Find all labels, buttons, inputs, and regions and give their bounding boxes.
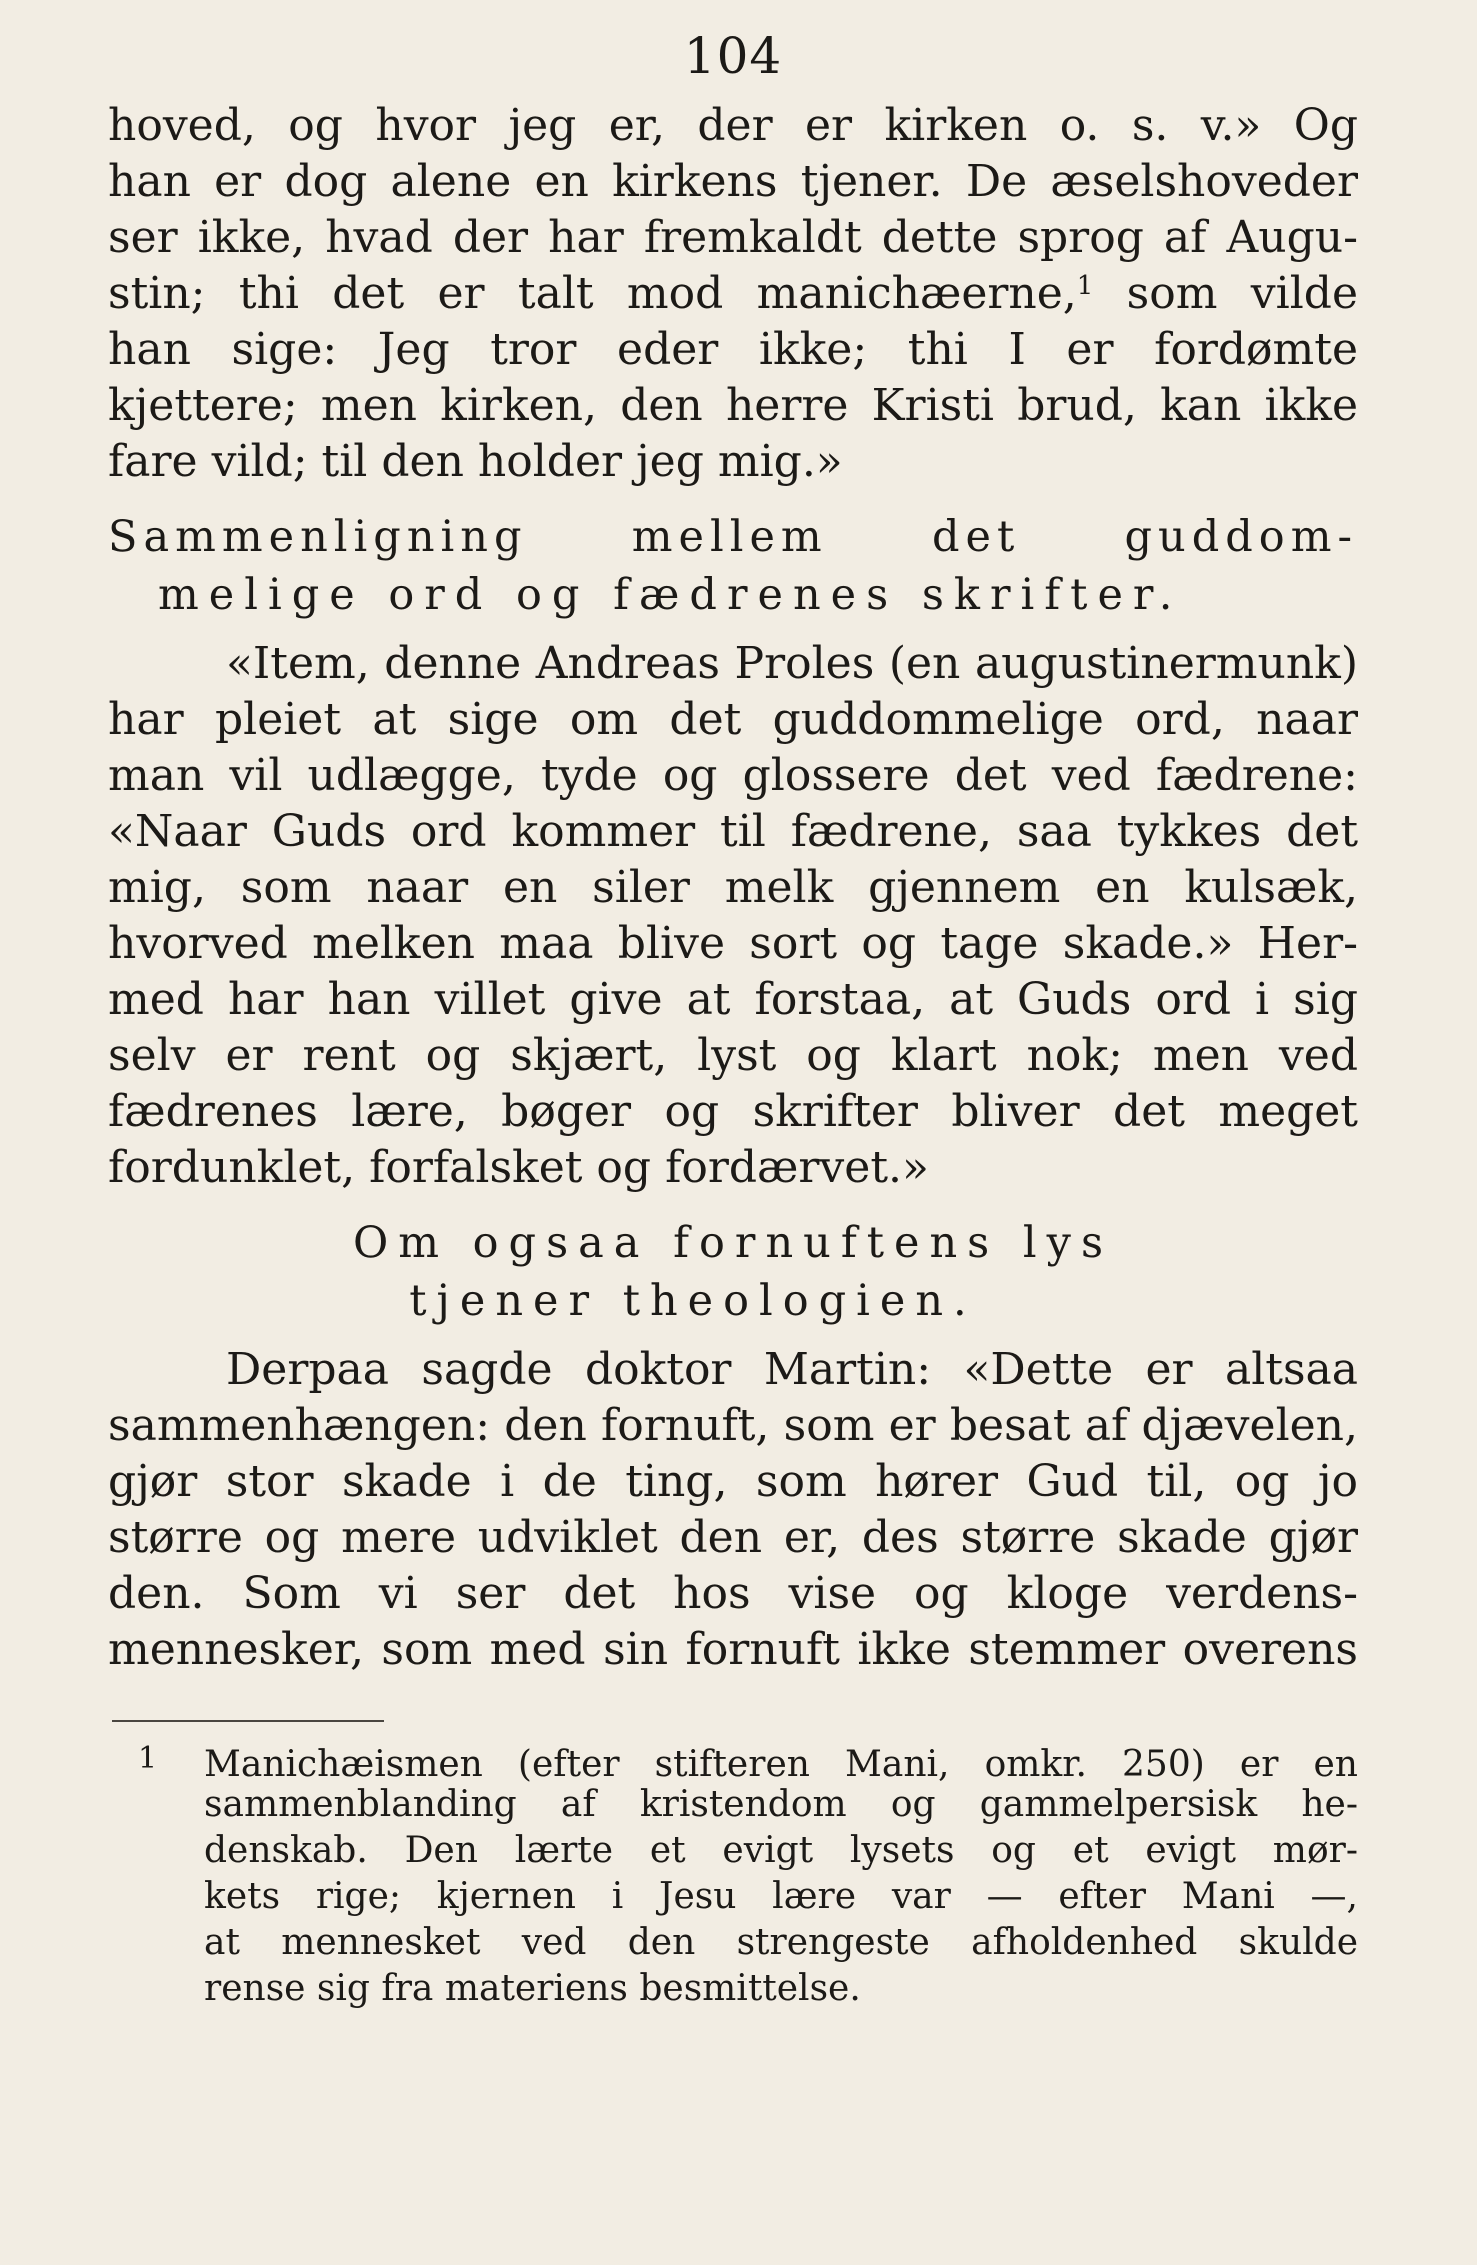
text-segment: stin; thi det er talt mod manichæerne, [108,268,1077,319]
paragraph-proles [108,636,1358,1196]
footnote-line: denskab. Den lærte et evigt lysets og et evigt mør- [204,1830,1358,1871]
footnote-line: sammenblanding af kristendom og gammelpersisk he- [204,1784,1358,1825]
heading-line: tjener theologien. [409,1276,977,1326]
text-line: han sige: Jeg tror eder ikke; thi I er fordømte [108,324,1358,375]
text-line: hvorved melken maa blive sort og tage skade.» Her- [108,918,1358,969]
text-line: kjettere; men kirken, den herre Kristi brud, kan ikke [108,380,1358,431]
footnote-line: at mennesket ved den strengeste afholdenhed skulde [204,1922,1358,1963]
heading-line: Om ogsaa fornuftens lys [352,1218,1114,1268]
text-line: mig, som naar en siler melk gjennem en kulsæk, [108,862,1358,913]
text-line: større og mere udviklet den er, des større skade gjør [108,1512,1358,1563]
text-line: hoved, og hvor jeg er, der er kirken o. s. v.» Og [108,100,1358,151]
footnote-line: kets rige; kjernen i Jesu lære var — efter Mani —, [204,1876,1358,1917]
text-line: fædrenes lære, bøger og skrifter bliver det meget [108,1086,1358,1137]
footnote [108,1736,1358,2012]
text-segment: Manichæismen (efter stifteren Mani, omkr. 250) er en [204,1744,1358,1782]
heading-line: Sammenligning mellem det guddom- [108,512,1358,562]
text-line: mennesker, som med sin fornuft ikke stemmer overens [108,1624,1358,1675]
text-line: har pleiet at sige om det guddommelige ord, naar [108,694,1358,745]
text-line: selv er rent og skjært, lyst og klart nok; men ved [108,1030,1358,1081]
text-line: man vil udlægge, tyde og glossere det ved fædrene: [108,750,1358,801]
section-heading [108,1214,1358,1330]
text-line: med har han villet give at forstaa, at Guds ord i sig [108,974,1358,1025]
text-segment: som vilde [1093,268,1358,319]
text-line: «Naar Guds ord kommer til fædrene, saa tykkes det [108,806,1358,857]
footnote-line: rense sig fra materiens besmittelse. [204,1968,861,2009]
section-heading [108,508,1358,624]
paragraph-continued [108,98,1358,490]
book-page [108,20,1358,2012]
paragraph-reason [108,1342,1358,1678]
text-line-with-footnote-ref [108,266,1358,322]
text-line: sammenhængen: den fornuft, som er besat af djævelen, [108,1400,1358,1451]
footnote-divider [112,1720,384,1722]
text-line: fare vild; til den holder jeg mig.» [108,436,843,487]
text-line: ser ikke, hvad der har fremkaldt dette sprog af Augu- [108,212,1358,263]
page-number: 104 [683,27,783,85]
text-line: den. Som vi ser det hos vise og kloge verdens- [108,1568,1358,1619]
footnote-reference: 1 [1076,271,1094,301]
text-line: Derpaa sagde doktor Martin: «Dette er altsaa [226,1344,1358,1395]
footnote-line [108,1736,1358,1782]
heading-line: melige ord og fædrenes skrifter. [158,570,1183,620]
text-line: fordunklet, forfalsket og fordærvet.» [108,1142,929,1193]
text-line: gjør stor skade i de ting, som hører Gud til, og jo [108,1456,1358,1507]
text-line: «Item, denne Andreas Proles (en augustinermunk) [226,638,1358,689]
footnote-marker: 1 [138,1741,158,1776]
text-line: han er dog alene en kirkens tjener. De æselshoveder [108,156,1358,207]
